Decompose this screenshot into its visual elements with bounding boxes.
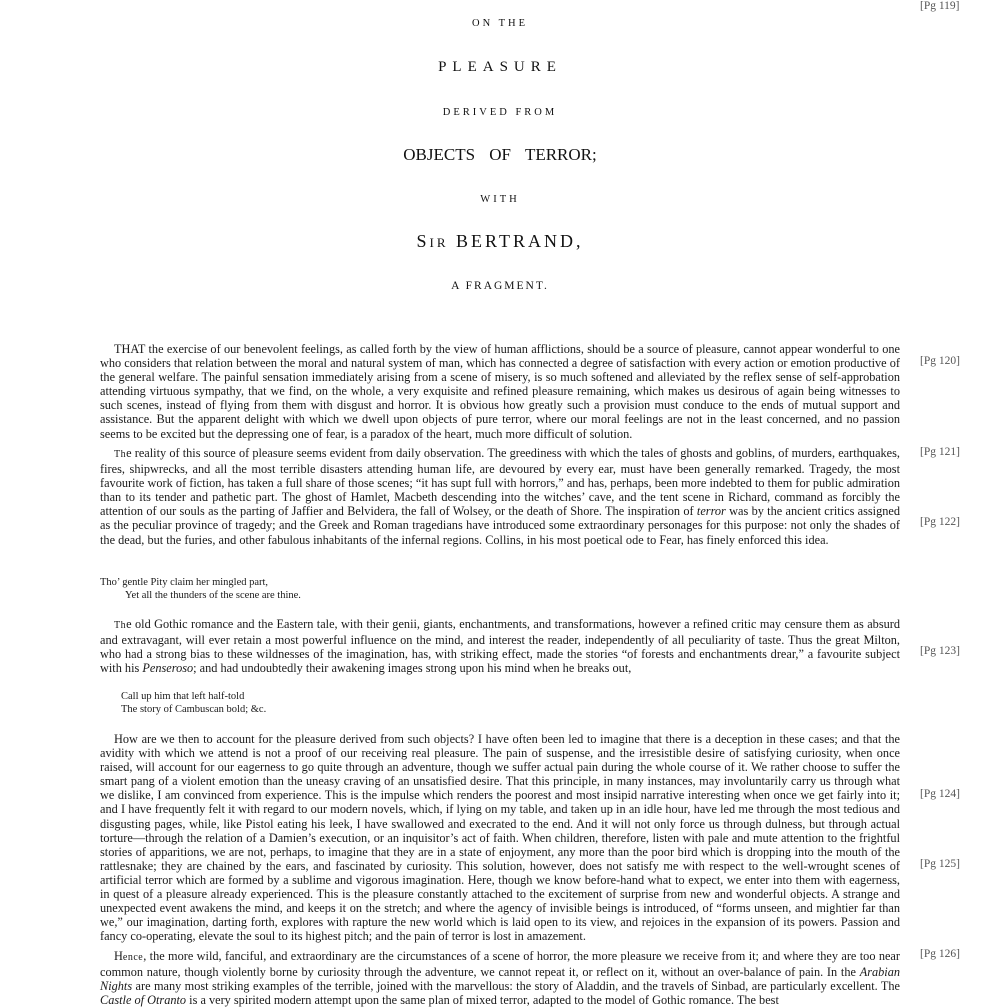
paragraph-5-text-b: are many most striking examples of the terrible, joined with the marvellous: the story of Aladdin, and the travels of Sinbad, are particularly excellent. The [132,979,900,994]
paragraph-5-italic-arabian-nights: Arabian Nights [100,965,900,994]
paragraph-5-italic-castle-of-otranto: Castle of Otranto [100,993,187,1007]
paragraph-2-smallcaps-opening: Th [114,449,127,460]
paragraph-2-italic-terror: terror [696,504,726,519]
paragraph-1: THAT the exercise of our benevolent feelings, as called forth by the view of human afflictions, should be a source of pleasure, cannot appear wonderful to one who considers that relation between the moral and natural system of man, which has connected a degree of satisfaction with every action or emotion productive of the general welfare. The painful sensation immediately arising from a scene of misery, is so much softened and alleviated by the reflex sense of self-approbation attending virtuous sympathy, that we find, on the whole, a very exquisite and refined pleasure remaining, which makes us desirous of again being witnesses to such scenes, instead of flying from them with disgust and horror. It is obvious how greatly such a provision must conduce to the ends of mutual support and assistance. But the apparent delight with which we dwell upon objects of pure terror, where our moral feelings are not in the least concerned, and no passion seems to be excited but the depressing one of fear, is a paradox of the heart, much more difficult of solution. [100,342,900,441]
paragraph-2-text-a: e reality of this source of pleasure seems evident from daily observation. The greediness with which the tales of ghosts and goblins, of murders, earthquakes, fires, shipwrecks, and all the most terrible disasters attending human life, are devoured by every ear, must have been generally remarked. Tragedy, the most favourite work of fiction, has taken a full share of those scenes; “it has supt full with horrors,” and has, perhaps, been more indebted to them for public admiration than to its tender and pathetic part. The ghost of Hamlet, Macbeth descending into the witches’ cave, and the tent scene in Richard, command as forcibly the attention of our souls as the parting of Jaffier and Belvidera, the fall of Wolsey, or the death of Shore. The inspiration of [100,446,900,519]
page-number-125: [Pg 125] [920,858,960,870]
verse-line: Yet all the thunders of the scene are thine. [125,590,301,601]
paragraph-5-text-c: is a very spirited modern attempt upon the same plan of mixed terror, adapted to the model of Gothic romance. The best [186,993,779,1007]
title-derived-from: DERIVED FROM [442,107,558,118]
title-sir-bertrand [0,231,1000,252]
paragraph-5-smallcaps-opening: ence [122,952,144,963]
paragraph-3-text-b: ; and had undoubtedly their awakening images strong upon his mind when he breaks out, [193,661,632,676]
page-number-126: [Pg 126] [920,948,960,960]
title-objects-of-terror: OBJECTS OF TERROR; [403,145,597,164]
title-pleasure: PLEASURE [438,59,562,75]
title-with: WITH [480,194,520,205]
title-sir-rest: IR [429,235,449,250]
title-fragment: A FRAGMENT. [451,280,549,292]
title-bertrand: BERTRAND, [448,231,584,251]
page-number-123: [Pg 123] [920,645,960,657]
paragraph-3 [100,617,900,675]
paragraph-3-smallcaps-opening: Th [114,620,127,631]
verse-line: Call up him that left half-told [121,691,245,702]
paragraph-4: How are we then to account for the pleasure derived from such objects? I have often been led to imagine that there is a deception in these cases; and that the avidity with which we attend is not a proof of our receiving real pleasure. The pain of suspense, and the irresistible desire of satisfying curiosity, when once raised, will account for our eagerness to go quite through an adventure, though we suffer actual pain during the whole course of it. We rather choose to suffer the smart pang of a violent emotion than the uneasy craving of an unsatisfied desire. That this principle, in many instances, may involuntarily carry us through what we dislike, I am convinced from experience. This is the impulse which renders the poorest and most insipid narrative interesting when once we get fairly into it; and I have frequently felt it with regard to our modern novels, which, if lying on my table, and taken up in an idle hour, have led me through the most tedious and disgusting pages, while, like Pistol eating his leek, I have swallowed and execrated to the end. And it will not only force us through dulness, but through actual torture—through the relation of a Damien’s execution, or an inquisitor’s act of faith. When children, therefore, listen with pale and mute attention to the frightful stories of apparitions, we are not, perhaps, to imagine that they are in a state of enjoyment, any more than the poor bird which is dropping into the mouth of the rattlesnake; they are chained by the ears, and fascinated by curiosity. This solution, however, does not satisfy me with respect to the well-wrought scenes of artificial terror which are formed by a sublime and vigorous imagination. Here, though we know before-hand what to expect, we enter into them with eagerness, in quest of a pleasure already experienced. This is the pleasure constantly attached to the excitement of surprise from new and wonderful objects. A strange and unexpected event awakens the mind, and keeps it on the stretch; and where the agency of invisible beings is introduced, of “forms unseen, and mightier far than we,” our imagination, darting forth, explores with rapture the new world which is laid open to its view, and rejoices in the expansion of its powers. Passion and fancy co-operating, elevate the soul to its highest pitch; and the pain of terror is lost in amazement. [100,732,900,944]
page-number-122: [Pg 122] [920,516,960,528]
verse-quote-collins [100,576,301,602]
verse-quote-milton [121,690,266,716]
verse-line: Tho’ gentle Pity claim her mingled part, [100,577,269,588]
title-on-the: ON THE [471,18,528,29]
page-number-119: [Pg 119] [920,0,960,12]
paragraph-5 [100,949,900,1007]
page-number-120: [Pg 120] [920,355,960,367]
paragraph-5-text-a: , the more wild, fanciful, and extraordinary are the circumstances of a scene of horror, the more pleasure we receive from it; and where they are too near common nature, though violently borne by curiosity through the adventure, we cannot repeat it, or reflect on it, without an over-balance of pain. In the [100,949,900,980]
paragraph-2 [100,446,900,547]
title-sir-initial: S [416,231,430,251]
paragraph-3-text-a: e old Gothic romance and the Eastern tale, with their genii, giants, enchantments, and transformations, however a refined critic may censure them as absurd and extravagant, will ever retain a most powerful influence on the mind, and interest the reader, independently of all peculiarity of taste. Thus the great Milton, who had a strong bias to these wildnesses of the imagination, has, with striking effect, made the stories “of forests and enchantments drear,” a favourite subject with his [100,617,900,676]
page-number-124: [Pg 124] [920,788,960,800]
paragraph-3-italic-penseroso: Penseroso [142,661,194,676]
paragraph-2-text-b: was by the ancient critics assigned as the peculiar province of tragedy; and the Greek and Roman tragedians have introduced some extraordinary personages for this purpose: not only the shades of the dead, but the furies, and other fabulous inhabitants of the infernal regions. Collins, in his most poetical ode to Fear, has finely enforced this idea. [100,504,900,547]
verse-line: The story of Cambuscan bold; &c. [121,704,267,715]
paragraph-5-opening-letter: H [114,949,123,963]
page-number-121: [Pg 121] [920,446,960,458]
